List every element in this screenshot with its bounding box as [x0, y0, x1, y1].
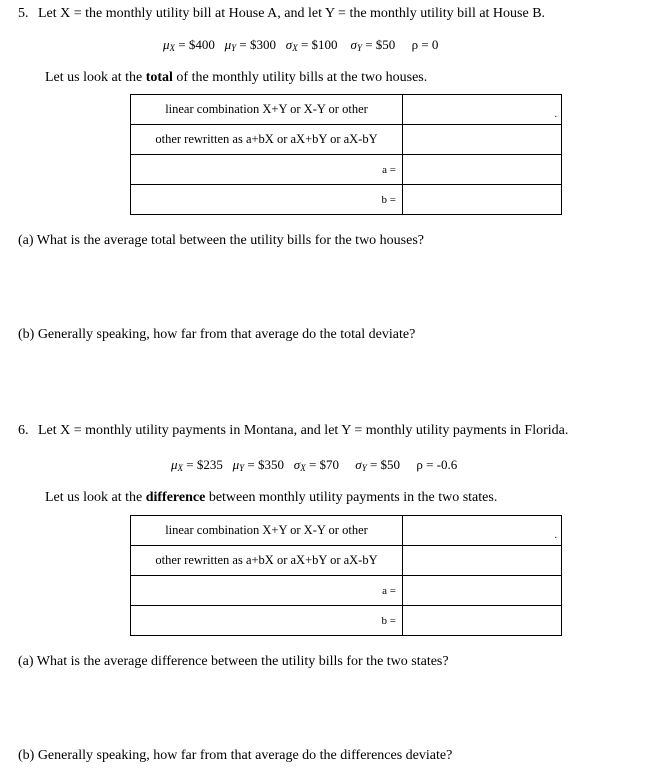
- mu-y-value: = $300: [239, 37, 277, 52]
- problem-6-work-table: [130, 515, 562, 636]
- problem-number: 6.: [18, 423, 29, 438]
- sigma-x-value: = $70: [308, 457, 340, 472]
- problem-5-parameters: $\mu_X$ = $400 $\mu_Y$ = $300 $\sigma_X$ = $100 $\sigma_Y$ = $50 ρ = 0: [163, 37, 439, 53]
- sigma-x-value: = $100: [300, 37, 338, 52]
- mu-x-value: = $235: [186, 457, 223, 472]
- mu-x-value: = $400: [178, 37, 215, 52]
- problem-6-intro: Let us look at the difference between monthly utility payments in the two states.: [45, 490, 498, 505]
- row-a-label: a =: [131, 576, 403, 606]
- problem-5-statement: [18, 6, 545, 22]
- row-rewritten-label: other rewritten as a+bX or aX+bY or aX-bY: [131, 546, 403, 576]
- row-rewritten-label: other rewritten as a+bX or aX+bY or aX-bY: [131, 125, 403, 155]
- row-b-label: b =: [131, 606, 403, 636]
- problem-5-intro: Let us look at the total of the monthly utility bills at the two houses.: [45, 70, 428, 85]
- rho-value: = 0: [421, 37, 439, 52]
- problem-5-question-b: (b) Generally speaking, how far from that average do the total deviate?: [18, 327, 416, 342]
- row-b-label: b =: [131, 185, 403, 215]
- answer-cell[interactable]: .: [403, 516, 562, 546]
- problem-number: 5.: [18, 6, 29, 21]
- problem-5-question-a: (a) What is the average total between the utility bills for the two houses?: [18, 233, 425, 248]
- problem-text: Let X = monthly utility payments in Montana, and let Y = monthly utility payments in Florida.: [38, 423, 569, 438]
- rho-value: = -0.6: [426, 457, 458, 472]
- answer-cell[interactable]: .: [403, 95, 562, 125]
- answer-cell[interactable]: [403, 155, 562, 185]
- answer-cell[interactable]: [403, 546, 562, 576]
- sigma-y-value: = $50: [365, 37, 396, 52]
- answer-cell[interactable]: [403, 576, 562, 606]
- sigma-y-value: = $50: [369, 457, 401, 472]
- mu-y-value: = $350: [247, 457, 285, 472]
- answer-cell[interactable]: [403, 125, 562, 155]
- problem-6-question-a: (a) What is the average difference between the utility bills for the two states?: [18, 654, 449, 669]
- answer-cell[interactable]: [403, 606, 562, 636]
- problem-6-statement: [18, 423, 568, 439]
- row-a-label: a =: [131, 155, 403, 185]
- answer-cell[interactable]: [403, 185, 562, 215]
- problem-6-parameters: $\mu_X$ = $235 $\mu_Y$ = $350 $\sigma_X$ = $70 $\sigma_Y$ = $50 ρ = -0.6: [171, 457, 458, 473]
- row-linear-combination-label: linear combination X+Y or X-Y or other: [131, 516, 403, 546]
- problem-6-question-b: (b) Generally speaking, how far from that average do the differences deviate?: [18, 748, 453, 763]
- problem-5-work-table: [130, 94, 562, 215]
- row-linear-combination-label: linear combination X+Y or X-Y or other: [131, 95, 403, 125]
- problem-text: Let X = the monthly utility bill at House A, and let Y = the monthly utility bill at House B.: [38, 6, 546, 21]
